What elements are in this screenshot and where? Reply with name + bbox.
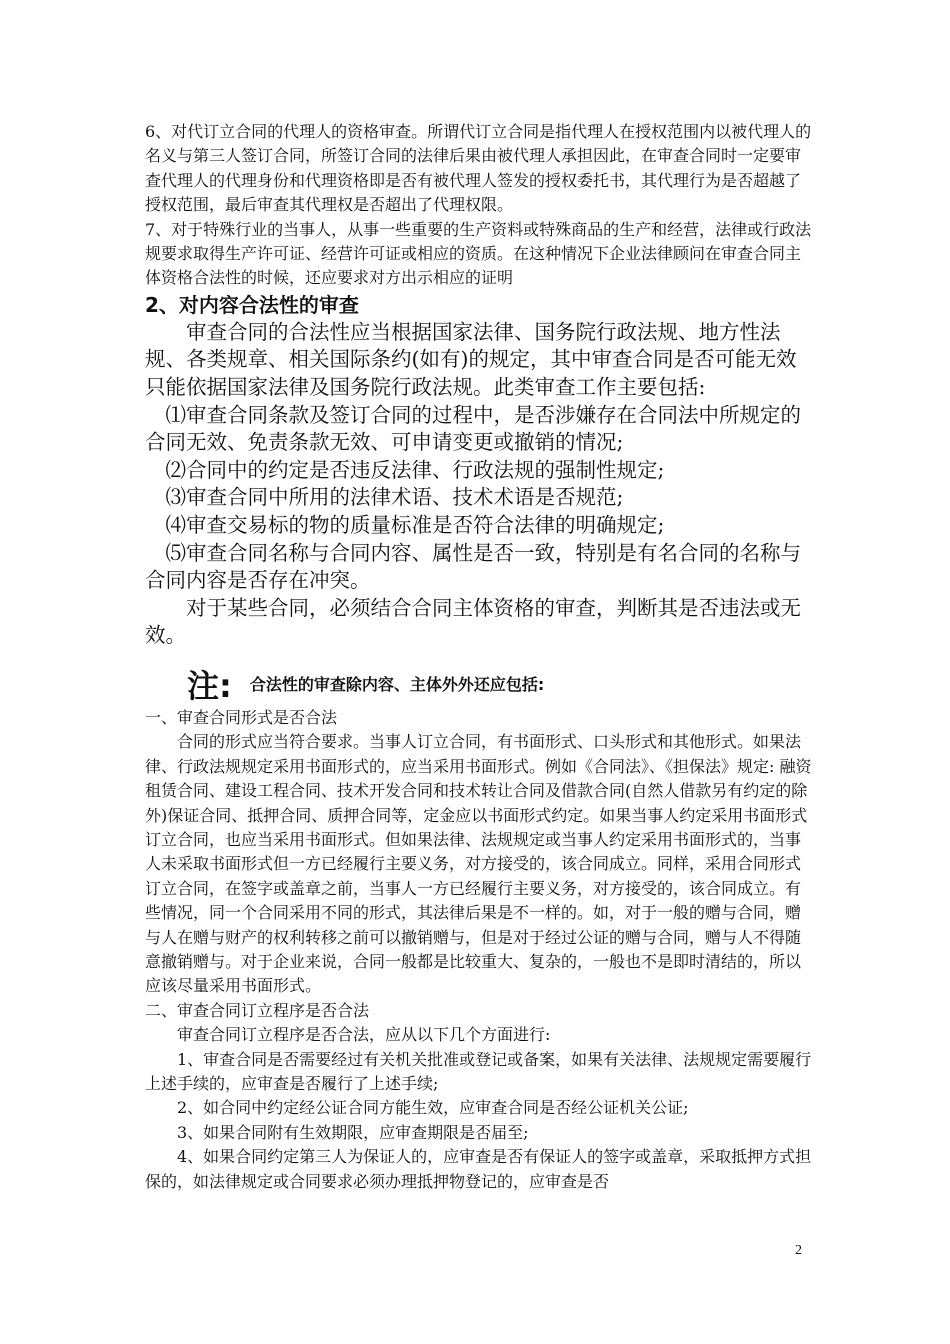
section-2-heading: 2、对内容合法性的审查 [145, 292, 359, 317]
part-1-heading: 一、审查合同形式是否合法 [145, 707, 338, 727]
section-2-item-1: ⑴审查合同条款及签订合同的过程中，是否涉嫌存在合同法中所规定的合同无效、免责条款无效、可申请变更或撤销的情况; [145, 402, 801, 455]
part-1-body: 合同的形式应当符合要求。当事人订立合同，有书面形式、口头形式和其他形式。如果法律、行政法规规定采用书面形式的，应当采用书面形式。例如《合同法》、《担保法》规定: 融资租赁合同、建设工程合同、技术开发合同和技术转让合同及借款合同(自然人借款另有约定的除外)保证合同、抵押合同、质押合同等，定金应以书面形式约定。如果当事人约定采用书面形式订立合同，也应当采用书面形式。但如果法律、法规规定或当事人约定采用书面形式的，当事人未采取书面形式但一方已经履行主要义务，对方接受的，该合同成立。同样，采用合同形式订立合同，在签字或盖章之前，当事人一方已经履行主要义务，对方接受的，该合同成立。有些情况，同一个合同采用不同的形式，其法律后果是不一样的。如，对于一般的赠与合同，赠与人在赠与财产的权利转移之前可以撤销赠与，但是对于经过公证的赠与合同，赠与人不得随意撤销赠与。对于企业来说，合同一般都是比较重大、复杂的，一般也不是即时清结的，所以应该尽量采用书面形式。 [145, 732, 812, 996]
part-2-item-3: 3、如果合同附有生效期限，应审查期限是否届至; [177, 1122, 529, 1142]
item-7-paragraph: 7、对于特殊行业的当事人，从事一些重要的生产资料或特殊商品的生产和经营，法律或行政法规要求取得生产许可证、经营许可证或相应的资质。在这种情况下企业法律顾问在审查合同主体资格合法性的时候，还应要求对方出示相应的证明 [145, 219, 812, 288]
note-text: 合法性的审查除内容、主体外外还应包括: [249, 675, 545, 695]
page-number: 2 [795, 1243, 802, 1258]
section-2-item-5: ⑸审查合同名称与合同内容、属性是否一致，特别是有名合同的名称与合同内容是否存在冲突。 [145, 540, 801, 593]
section-2-conclusion: 对于某些合同，必须结合合同主体资格的审查，判断其是否违法或无效。 [145, 595, 801, 648]
note-line [145, 662, 815, 706]
page-content [145, 120, 815, 1194]
note-mark: 注: [187, 666, 232, 705]
part-2-item-4: 4、如果合同约定第三人为保证人的，应审查是否有保证人的签字或盖章，采取抵押方式担保的，如法律规定或合同要求必须办理抵押物登记的，应审查是否 [145, 1147, 812, 1191]
section-2-item-2: ⑵合同中的约定是否违反法律、行政法规的强制性规定; [165, 457, 665, 482]
item-6-paragraph: 6、对代订立合同的代理人的资格审查。所谓代订立合同是指代理人在授权范围内以被代理人的名义与第三人签订合同，所签订合同的法律后果由被代理人承担因此，在审查合同时一定要审查代理人的代理身份和代理资格即是否有被代理人签发的授权委托书，其代理行为是否超越了授权范围，最后审查其代理权是否超出了代理权限。 [145, 122, 812, 215]
section-2-item-3: ⑶审查合同中所用的法律术语、技术术语是否规范; [165, 485, 624, 510]
section-2-item-4: ⑷审查交易标的物的质量标准是否符合法律的明确规定; [165, 513, 665, 537]
part-2-item-2: 2、如合同中约定经公证合同方能生效，应审查合同是否经公证机关公证; [177, 1098, 689, 1118]
section-2-intro: 审查合同的合法性应当根据国家法律、国务院行政法规、地方性法规、各类规章、相关国际条约(如有)的规定，其中审查合同是否可能无效只能依据国家法律及国务院行政法规。此类审查工作主要包括: [145, 319, 797, 400]
part-2-intro: 审查合同订立程序是否合法，应从以下几个方面进行: [177, 1025, 551, 1045]
part-2-item-1: 1、审查合同是否需要经过有关机关批准或登记或备案，如果有关法律、法规规定需要履行上述手续的，应审查是否履行了上述手续; [145, 1049, 812, 1094]
part-2-heading: 二、审查合同订立程序是否合法 [145, 1000, 370, 1020]
